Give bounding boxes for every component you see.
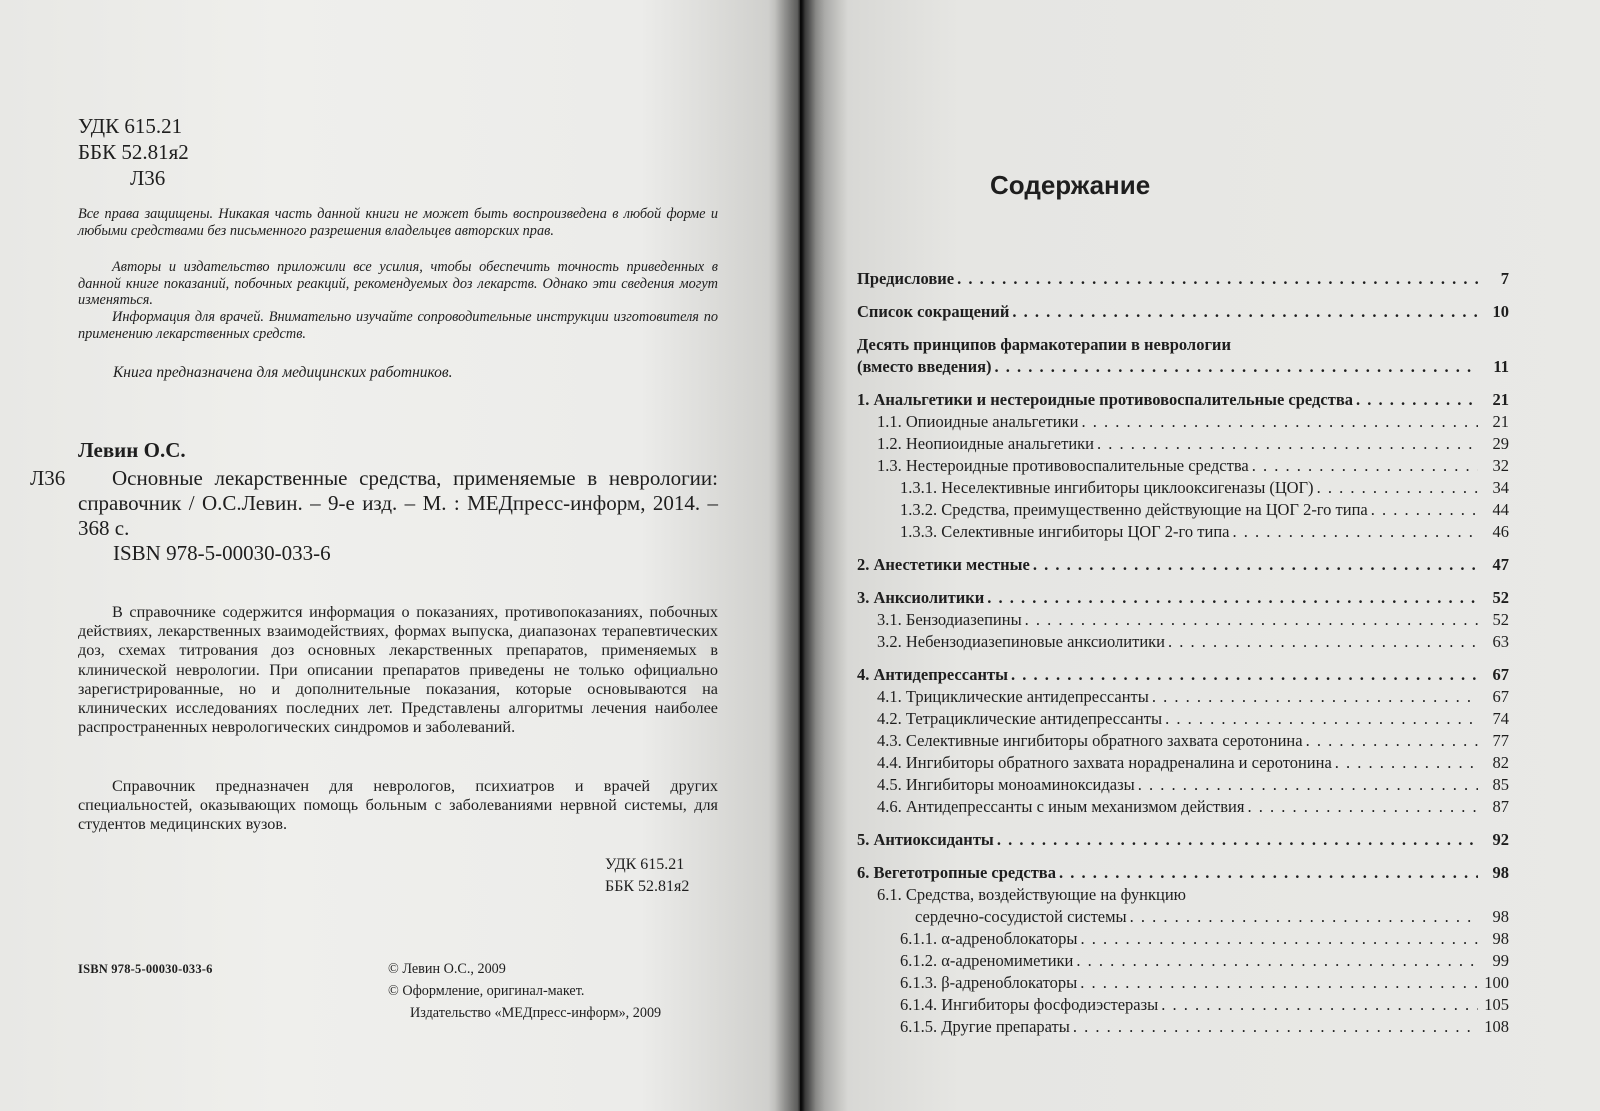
toc-entry[interactable]: 1. Анальгетики и нестероидные противовоспалительные средства . . . 21 bbox=[857, 389, 1509, 411]
toc-entry[interactable]: 4.3. Селективные ингибиторы обратного захвата серотонина . . . 77 bbox=[857, 730, 1509, 752]
toc-entry[interactable]: 6.1.5. Другие препараты . . . 108 bbox=[857, 1016, 1509, 1038]
toc-entry[interactable]: 4.4. Ингибиторы обратного захвата норадреналина и серотонина . . . 82 bbox=[857, 752, 1509, 774]
toc-entry[interactable]: 6.1.4. Ингибиторы фосфодиэстеразы . . . 105 bbox=[857, 994, 1509, 1016]
toc-entry[interactable]: Предисловие . . . 7 bbox=[857, 268, 1509, 290]
accuracy-notice: Авторы и издательство приложили все усилия, чтобы обеспечить точность приведенных в данной книге показаний, побочных реакций, рекомендуемых доз лекарств. Однако эти сведения могут изменяться. bbox=[78, 259, 718, 308]
annotation-paragraph-1: В справочнике содержится информация о показаниях, противопоказаниях, побочных действиях, лекарственных взаимодействиях, формах выпуска, диапазонах терапевтических доз, схемах титрования доз основных лекарственных препаратов, применяемых в клинической неврологии. При описании препаратов приведены не только официально зарегистрированные, но и дополнительные показания, которые основываются на клинических исследованиях последних лет. Представлены алгоритмы лечения наиболее распространенных неврологических синдромов и заболеваний. bbox=[78, 603, 718, 737]
library-code: Л36 bbox=[30, 466, 66, 490]
bibliographic-record: Основные лекарственные средства, применяемые в неврологии: справочник / О.С.Левин. – 9-е изд. – М. : МЕДпресс-информ, 2014. – 368 с. bbox=[78, 466, 718, 540]
bbk-code-bottom: ББК 52.81я2 bbox=[605, 878, 690, 895]
copyright-design: © Оформление, оригинал-макет. bbox=[388, 983, 585, 999]
toc-entry[interactable]: 1.1. Опиоидные анальгетики . . . 21 bbox=[857, 411, 1509, 433]
toc-entry[interactable]: 3. Анксиолитики . . . 52 bbox=[857, 587, 1509, 609]
toc-entry[interactable]: 1.3. Нестероидные противовоспалительные средства . . . 32 bbox=[857, 455, 1509, 477]
book-spine-shadow bbox=[775, 0, 825, 1111]
toc-entry[interactable]: 4. Антидепрессанты . . . 67 bbox=[857, 664, 1509, 686]
table-of-contents bbox=[857, 268, 1509, 1038]
bbk-code: ББК 52.81я2 bbox=[78, 140, 189, 164]
purpose-notice: Книга предназначена для медицинских работников. bbox=[113, 364, 453, 381]
toc-entry[interactable]: 6.1.2. α-адреномиметики . . . 99 bbox=[857, 950, 1509, 972]
toc-entry-line1: Десять принципов фармакотерапии в неврологии bbox=[857, 335, 1231, 354]
copyright-author: © Левин О.С., 2009 bbox=[388, 961, 506, 977]
toc-entry-line1: 6.1. Средства, воздействующие на функцию bbox=[877, 885, 1186, 904]
toc-entry[interactable]: 4.1. Трициклические антидепрессанты . . . 67 bbox=[857, 686, 1509, 708]
isbn: ISBN 978-5-00030-033-6 bbox=[113, 541, 331, 565]
author-name: Левин О.С. bbox=[78, 438, 186, 462]
isbn-bottom: ISBN 978-5-00030-033-6 bbox=[78, 962, 213, 976]
toc-entry[interactable]: (вместо введения) . . . 11 bbox=[857, 356, 1509, 378]
toc-entry[interactable]: 4.5. Ингибиторы моноаминоксидазы . . . 85 bbox=[857, 774, 1509, 796]
toc-title: Содержание bbox=[990, 170, 1151, 200]
toc-entry[interactable]: 4.2. Тетрациклические антидепрессанты . . . 74 bbox=[857, 708, 1509, 730]
toc-entry[interactable]: 6.1.1. α-адреноблокаторы . . . 98 bbox=[857, 928, 1509, 950]
toc-entry[interactable]: 1.3.3. Селективные ингибиторы ЦОГ 2-го типа . . . 46 bbox=[857, 521, 1509, 543]
toc-entry[interactable]: 4.6. Антидепрессанты с иным механизмом действия . . . 87 bbox=[857, 796, 1509, 818]
doctors-notice: Информация для врачей. Внимательно изучайте сопроводительные инструкции изготовителя по применению лекарственных средств. bbox=[78, 309, 718, 342]
rights-notice: Все права защищены. Никакая часть данной книги не может быть воспроизведена в любой форме и любыми средствами без письменного разрешения владельцев авторских прав. bbox=[78, 206, 718, 239]
toc-entry[interactable]: 1.3.1. Неселективные ингибиторы циклооксигеназы (ЦОГ) . . . 34 bbox=[857, 477, 1509, 499]
toc-entry[interactable]: 6. Вегетотропные средства . . . 98 bbox=[857, 862, 1509, 884]
toc-entry[interactable]: Список сокращений . . . 10 bbox=[857, 301, 1509, 323]
author-mark: Л36 bbox=[130, 166, 166, 190]
toc-entry[interactable]: 1.3.2. Средства, преимущественно действующие на ЦОГ 2-го типа . . . 44 bbox=[857, 499, 1509, 521]
toc-entry[interactable]: 3.2. Небензодиазепиновые анксиолитики . . . 63 bbox=[857, 631, 1509, 653]
toc-entry[interactable]: сердечно-сосудистой системы . . . 98 bbox=[857, 906, 1509, 928]
toc-entry[interactable]: 1.2. Неопиоидные анальгетики . . . 29 bbox=[857, 433, 1509, 455]
toc-entry[interactable]: 5. Антиоксиданты . . . 92 bbox=[857, 829, 1509, 851]
toc-entry[interactable]: 6.1.3. β-адреноблокаторы . . . 100 bbox=[857, 972, 1509, 994]
udk-code: УДК 615.21 bbox=[78, 114, 183, 138]
toc-entry[interactable]: 2. Анестетики местные . . . 47 bbox=[857, 554, 1509, 576]
toc-entry[interactable]: 3.1. Бензодиазепины . . . 52 bbox=[857, 609, 1509, 631]
copyright-publisher: Издательство «МЕДпресс-информ», 2009 bbox=[410, 1005, 662, 1021]
annotation-paragraph-2: Справочник предназначен для неврологов, психиатров и врачей других специальностей, оказывающих помощь больным с заболеваниями нервной системы, для студентов медицинских вузов. bbox=[78, 777, 718, 834]
udk-code-bottom: УДК 615.21 bbox=[605, 856, 685, 873]
